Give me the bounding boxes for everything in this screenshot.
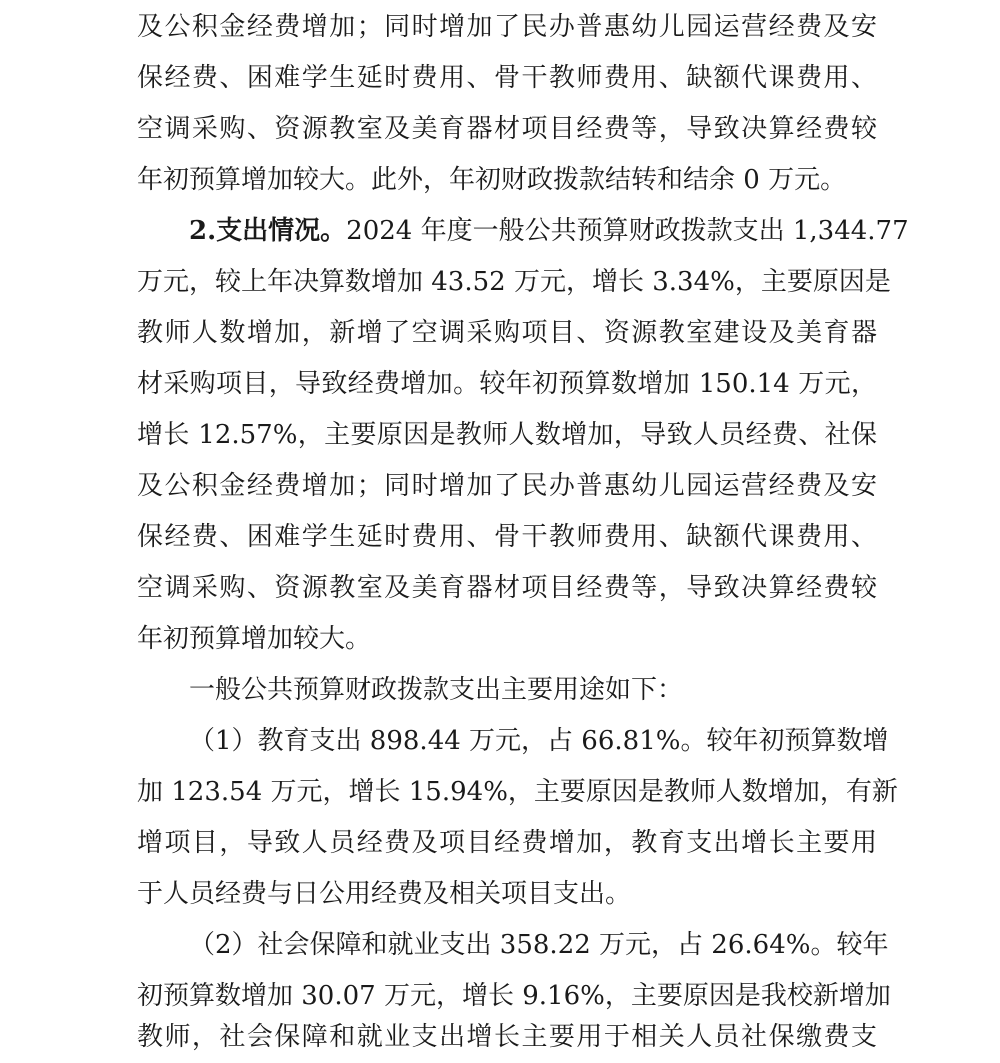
text-line: 年初预算增加较大。此外，年初财政拨款结转和结余 0 万元。 bbox=[137, 165, 847, 195]
text-line: （1）教育支出 898.44 万元，占 66.81%。较年初预算数增 bbox=[189, 726, 889, 756]
text-line: 于人员经费与日公用经费及相关项目支出。 bbox=[137, 879, 632, 909]
text-line: 年初预算增加较大。 bbox=[137, 624, 372, 654]
text-line: 初预算数增加 30.07 万元，增长 9.16%，主要原因是我校新增加 bbox=[137, 981, 891, 1011]
text-line: 增长 12.57%，主要原因是教师人数增加，导致人员经费、社保 bbox=[137, 420, 877, 450]
text-line: 加 123.54 万元，增长 15.94%，主要原因是教师人数增加，有新 bbox=[137, 777, 898, 807]
text-line: 保经费、困难学生延时费用、骨干教师费用、缺额代课费用、 bbox=[137, 63, 877, 93]
text-line: 增项目，导致人员经费及项目经费增加，教育支出增长主要用 bbox=[137, 828, 877, 858]
text-line: 及公积金经费增加；同时增加了民办普惠幼儿园运营经费及安 bbox=[137, 471, 877, 501]
text-line: 教师，社会保障和就业支出增长主要用于相关人员社保缴费支 bbox=[137, 1022, 877, 1052]
text-line: 一般公共预算财政拨款支出主要用途如下： bbox=[189, 675, 684, 705]
text-line: 教师人数增加，新增了空调采购项目、资源教室建设及美育器 bbox=[137, 318, 877, 348]
text-line: 空调采购、资源教室及美育器材项目经费等，导致决算经费较 bbox=[137, 114, 877, 144]
text-line: 万元，较上年决算数增加 43.52 万元，增长 3.34%，主要原因是 bbox=[137, 267, 891, 297]
text-line: 材采购项目，导致经费增加。较年初预算数增加 150.14 万元， bbox=[137, 369, 877, 399]
paragraph-start-line bbox=[189, 206, 909, 257]
section-heading: 2.支出情况。 bbox=[189, 216, 347, 246]
text-line: 保经费、困难学生延时费用、骨干教师费用、缺额代课费用、 bbox=[137, 522, 877, 552]
text-line: 空调采购、资源教室及美育器材项目经费等，导致决算经费较 bbox=[137, 573, 877, 603]
text-line: 及公积金经费增加；同时增加了民办普惠幼儿园运营经费及安 bbox=[137, 12, 877, 42]
text-line: 2024 年度一般公共预算财政拨款支出 1,344.77 bbox=[346, 216, 909, 246]
text-line: （2）社会保障和就业支出 358.22 万元，占 26.64%。较年 bbox=[189, 930, 889, 960]
